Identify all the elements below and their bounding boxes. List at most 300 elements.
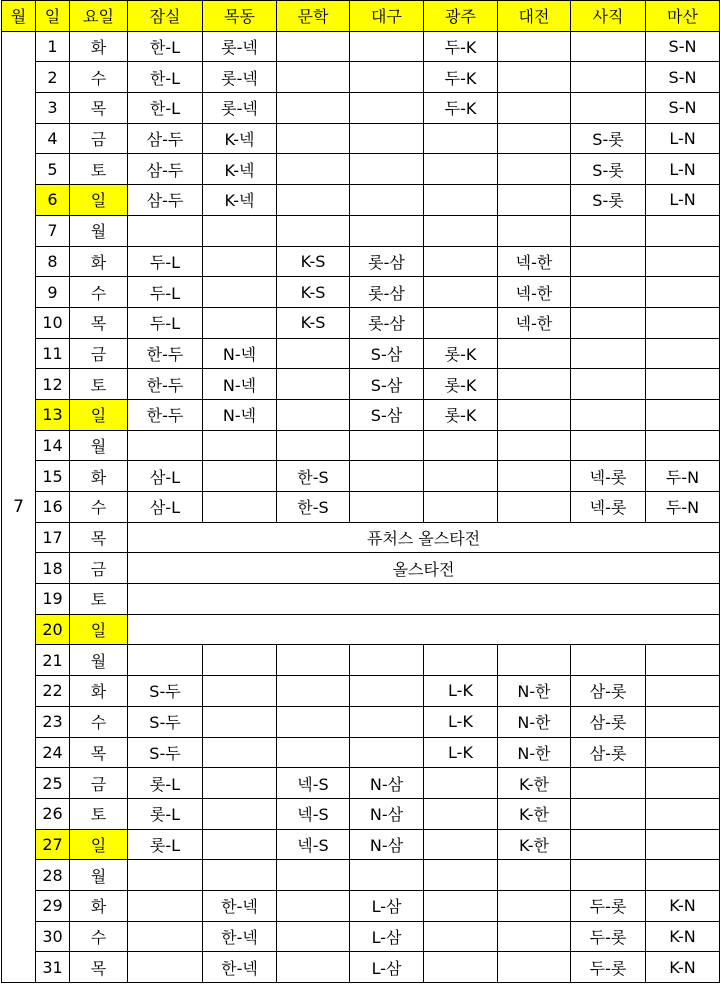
matchup-cell <box>646 860 720 891</box>
matchup-cell: S-두 <box>128 737 203 768</box>
matchup-cell: S-삼 <box>350 369 424 400</box>
day-cell: 6 <box>36 185 70 216</box>
table-row <box>2 93 720 124</box>
matchup-cell: 두-K <box>424 93 498 124</box>
matchup-cell <box>203 492 277 523</box>
weekday-cell: 토 <box>70 798 128 829</box>
matchup-cell: N-삼 <box>350 768 424 799</box>
matchup-cell <box>498 215 571 246</box>
matchup-cell: 롯-L <box>128 768 203 799</box>
matchup-cell <box>498 399 571 430</box>
month-cell: 7 <box>2 31 36 982</box>
matchup-cell <box>203 645 277 676</box>
matchup-cell: N-넥 <box>203 338 277 369</box>
matchup-cell: L-N <box>646 123 720 154</box>
matchup-cell <box>571 338 646 369</box>
day-cell: 2 <box>36 62 70 93</box>
day-cell: 15 <box>36 461 70 492</box>
matchup-cell <box>571 307 646 338</box>
day-cell: 21 <box>36 645 70 676</box>
day-cell: 7 <box>36 215 70 246</box>
matchup-cell <box>277 921 350 952</box>
matchup-cell <box>277 369 350 400</box>
weekday-cell: 금 <box>70 553 128 584</box>
weekday-cell: 수 <box>70 921 128 952</box>
table-row <box>2 737 720 768</box>
day-cell: 27 <box>36 829 70 860</box>
day-cell: 26 <box>36 798 70 829</box>
matchup-cell: N-삼 <box>350 829 424 860</box>
matchup-cell <box>571 215 646 246</box>
matchup-cell <box>203 277 277 308</box>
matchup-cell <box>498 31 571 62</box>
weekday-cell: 화 <box>70 890 128 921</box>
table-row <box>2 31 720 62</box>
matchup-cell: L-K <box>424 676 498 707</box>
matchup-cell <box>128 215 203 246</box>
matchup-cell <box>646 215 720 246</box>
weekday-cell: 목 <box>70 522 128 553</box>
matchup-cell: S-두 <box>128 676 203 707</box>
matchup-cell: 두-L <box>128 277 203 308</box>
matchup-cell: 삼-롯 <box>571 737 646 768</box>
event-cell: 퓨처스 올스타전 <box>128 522 720 553</box>
day-cell: 9 <box>36 277 70 308</box>
matchup-cell <box>498 338 571 369</box>
matchup-cell <box>277 430 350 461</box>
matchup-cell: K-한 <box>498 798 571 829</box>
weekday-cell: 금 <box>70 768 128 799</box>
matchup-cell: S-롯 <box>571 154 646 185</box>
matchup-cell <box>498 154 571 185</box>
table-row <box>2 952 720 983</box>
weekday-cell: 수 <box>70 706 128 737</box>
weekday-cell: 월 <box>70 645 128 676</box>
matchup-cell: 한-S <box>277 492 350 523</box>
matchup-cell <box>128 645 203 676</box>
matchup-cell <box>350 430 424 461</box>
table-row <box>2 614 720 645</box>
matchup-cell <box>277 215 350 246</box>
matchup-cell: 삼-롯 <box>571 676 646 707</box>
matchup-cell: S-롯 <box>571 185 646 216</box>
matchup-cell <box>350 860 424 891</box>
matchup-cell <box>277 123 350 154</box>
matchup-cell: 삼-롯 <box>571 706 646 737</box>
day-cell: 4 <box>36 123 70 154</box>
matchup-cell: N-한 <box>498 706 571 737</box>
matchup-cell <box>424 246 498 277</box>
matchup-cell: S-삼 <box>350 338 424 369</box>
table-row <box>2 123 720 154</box>
matchup-cell <box>277 645 350 676</box>
matchup-cell: L-K <box>424 737 498 768</box>
weekday-cell: 화 <box>70 31 128 62</box>
matchup-cell: 한-두 <box>128 399 203 430</box>
schedule-table <box>1 0 720 983</box>
table-row <box>2 369 720 400</box>
matchup-cell <box>424 154 498 185</box>
matchup-cell: S-롯 <box>571 123 646 154</box>
matchup-cell <box>277 676 350 707</box>
matchup-cell: 롯-K <box>424 369 498 400</box>
weekday-cell: 수 <box>70 62 128 93</box>
matchup-cell <box>203 737 277 768</box>
table-row <box>2 277 720 308</box>
table-row <box>2 399 720 430</box>
matchup-cell <box>424 185 498 216</box>
weekday-cell: 목 <box>70 737 128 768</box>
matchup-cell: K-한 <box>498 768 571 799</box>
weekday-cell: 화 <box>70 246 128 277</box>
day-cell: 3 <box>36 93 70 124</box>
matchup-cell <box>498 369 571 400</box>
matchup-cell <box>424 123 498 154</box>
weekday-cell: 일 <box>70 185 128 216</box>
matchup-cell: S-N <box>646 31 720 62</box>
matchup-cell: 롯-L <box>128 829 203 860</box>
matchup-cell <box>203 798 277 829</box>
event-cell <box>128 584 720 615</box>
weekday-cell: 일 <box>70 829 128 860</box>
matchup-cell: 삼-두 <box>128 185 203 216</box>
matchup-cell: 한-넥 <box>203 952 277 983</box>
matchup-cell: L-삼 <box>350 890 424 921</box>
matchup-cell <box>424 430 498 461</box>
weekday-cell: 금 <box>70 123 128 154</box>
matchup-cell <box>203 768 277 799</box>
matchup-cell: L-N <box>646 185 720 216</box>
matchup-cell: 롯-K <box>424 399 498 430</box>
matchup-cell: 넥-한 <box>498 246 571 277</box>
matchup-cell <box>646 430 720 461</box>
matchup-cell: N-한 <box>498 737 571 768</box>
matchup-cell <box>350 461 424 492</box>
matchup-cell: K-한 <box>498 829 571 860</box>
matchup-cell: 두-롯 <box>571 890 646 921</box>
matchup-cell <box>277 185 350 216</box>
day-cell: 25 <box>36 768 70 799</box>
matchup-cell: 삼-L <box>128 461 203 492</box>
day-cell: 1 <box>36 31 70 62</box>
matchup-cell: 롯-L <box>128 798 203 829</box>
matchup-cell <box>498 890 571 921</box>
matchup-cell <box>350 492 424 523</box>
matchup-cell: 두-롯 <box>571 952 646 983</box>
table-row <box>2 246 720 277</box>
matchup-cell: S-N <box>646 93 720 124</box>
day-cell: 8 <box>36 246 70 277</box>
weekday-cell: 토 <box>70 584 128 615</box>
table-row <box>2 768 720 799</box>
weekday-cell: 일 <box>70 399 128 430</box>
matchup-cell <box>203 461 277 492</box>
matchup-cell <box>277 737 350 768</box>
matchup-cell <box>203 829 277 860</box>
matchup-cell: 롯-삼 <box>350 277 424 308</box>
matchup-cell <box>128 921 203 952</box>
matchup-cell: 두-N <box>646 461 720 492</box>
table-row <box>2 215 720 246</box>
matchup-cell <box>128 952 203 983</box>
matchup-cell: 롯-삼 <box>350 246 424 277</box>
matchup-cell <box>646 277 720 308</box>
matchup-cell: 한-L <box>128 93 203 124</box>
matchup-cell: L-K <box>424 706 498 737</box>
weekday-cell: 월 <box>70 215 128 246</box>
column-header: 광주 <box>424 1 498 32</box>
matchup-cell <box>203 246 277 277</box>
matchup-cell <box>424 860 498 891</box>
table-row <box>2 829 720 860</box>
matchup-cell: 두-K <box>424 31 498 62</box>
matchup-cell <box>277 399 350 430</box>
matchup-cell: K-S <box>277 246 350 277</box>
matchup-cell <box>571 829 646 860</box>
matchup-cell <box>424 798 498 829</box>
matchup-cell <box>277 860 350 891</box>
table-row <box>2 890 720 921</box>
matchup-cell <box>498 185 571 216</box>
table-row <box>2 461 720 492</box>
matchup-cell <box>277 338 350 369</box>
matchup-cell: 두-K <box>424 62 498 93</box>
day-cell: 18 <box>36 553 70 584</box>
column-header: 마산 <box>646 1 720 32</box>
table-row <box>2 430 720 461</box>
matchup-cell: 한-두 <box>128 338 203 369</box>
matchup-cell: S-삼 <box>350 399 424 430</box>
table-row <box>2 154 720 185</box>
day-cell: 17 <box>36 522 70 553</box>
matchup-cell: S-N <box>646 62 720 93</box>
matchup-cell <box>350 215 424 246</box>
table-row <box>2 676 720 707</box>
matchup-cell <box>571 62 646 93</box>
matchup-cell <box>424 307 498 338</box>
matchup-cell: 삼-두 <box>128 123 203 154</box>
matchup-cell <box>498 93 571 124</box>
matchup-cell: S-두 <box>128 706 203 737</box>
matchup-cell <box>646 798 720 829</box>
weekday-cell: 화 <box>70 461 128 492</box>
day-cell: 14 <box>36 430 70 461</box>
table-row <box>2 645 720 676</box>
matchup-cell <box>571 31 646 62</box>
matchup-cell: 두-L <box>128 307 203 338</box>
day-cell: 20 <box>36 614 70 645</box>
matchup-cell: 롯-넥 <box>203 93 277 124</box>
matchup-cell <box>646 737 720 768</box>
matchup-cell <box>571 768 646 799</box>
matchup-cell <box>498 645 571 676</box>
matchup-cell: 두-L <box>128 246 203 277</box>
matchup-cell <box>498 461 571 492</box>
table-row <box>2 584 720 615</box>
day-cell: 28 <box>36 860 70 891</box>
matchup-cell <box>646 307 720 338</box>
matchup-cell: N-넥 <box>203 399 277 430</box>
day-cell: 23 <box>36 706 70 737</box>
matchup-cell <box>424 277 498 308</box>
matchup-cell <box>128 860 203 891</box>
column-header: 요일 <box>70 1 128 32</box>
matchup-cell: 롯-K <box>424 338 498 369</box>
day-cell: 31 <box>36 952 70 983</box>
weekday-cell: 목 <box>70 93 128 124</box>
matchup-cell <box>277 890 350 921</box>
matchup-cell <box>571 430 646 461</box>
weekday-cell: 월 <box>70 860 128 891</box>
matchup-cell: K-넥 <box>203 123 277 154</box>
matchup-cell <box>424 890 498 921</box>
column-header: 문학 <box>277 1 350 32</box>
matchup-cell <box>277 31 350 62</box>
matchup-cell <box>571 645 646 676</box>
weekday-cell: 토 <box>70 154 128 185</box>
matchup-cell: 넥-롯 <box>571 492 646 523</box>
day-cell: 19 <box>36 584 70 615</box>
matchup-cell <box>646 768 720 799</box>
weekday-cell: 수 <box>70 277 128 308</box>
matchup-cell <box>203 706 277 737</box>
matchup-cell: 넥-한 <box>498 307 571 338</box>
matchup-cell <box>350 93 424 124</box>
matchup-cell: K-넥 <box>203 185 277 216</box>
table-row <box>2 921 720 952</box>
matchup-cell <box>424 768 498 799</box>
matchup-cell <box>571 399 646 430</box>
matchup-cell: K-S <box>277 307 350 338</box>
matchup-cell: L-N <box>646 154 720 185</box>
day-cell: 11 <box>36 338 70 369</box>
matchup-cell <box>571 860 646 891</box>
matchup-cell <box>498 492 571 523</box>
event-cell: 올스타전 <box>128 553 720 584</box>
matchup-cell <box>350 185 424 216</box>
matchup-cell <box>128 890 203 921</box>
matchup-cell <box>277 154 350 185</box>
matchup-cell <box>571 798 646 829</box>
matchup-cell <box>646 246 720 277</box>
matchup-cell <box>571 246 646 277</box>
day-cell: 12 <box>36 369 70 400</box>
matchup-cell: K-S <box>277 277 350 308</box>
matchup-cell <box>203 307 277 338</box>
matchup-cell: 한-S <box>277 461 350 492</box>
matchup-cell <box>203 676 277 707</box>
matchup-cell <box>424 492 498 523</box>
matchup-cell <box>350 62 424 93</box>
matchup-cell <box>424 215 498 246</box>
column-header: 대전 <box>498 1 571 32</box>
matchup-cell: 넥-롯 <box>571 461 646 492</box>
matchup-cell <box>498 860 571 891</box>
matchup-cell: L-삼 <box>350 952 424 983</box>
weekday-cell: 화 <box>70 676 128 707</box>
matchup-cell <box>498 123 571 154</box>
table-row <box>2 860 720 891</box>
matchup-cell: 넥-S <box>277 768 350 799</box>
matchup-cell <box>646 676 720 707</box>
column-header: 일 <box>36 1 70 32</box>
matchup-cell: 한-넥 <box>203 890 277 921</box>
header-row <box>2 1 720 32</box>
matchup-cell: 한-L <box>128 31 203 62</box>
table-row <box>2 553 720 584</box>
matchup-cell <box>571 93 646 124</box>
matchup-cell: 롯-삼 <box>350 307 424 338</box>
day-cell: 29 <box>36 890 70 921</box>
table-body <box>2 31 720 982</box>
matchup-cell <box>646 338 720 369</box>
table-row <box>2 492 720 523</box>
matchup-cell <box>498 952 571 983</box>
matchup-cell: 한-두 <box>128 369 203 400</box>
day-cell: 24 <box>36 737 70 768</box>
matchup-cell <box>571 369 646 400</box>
matchup-cell <box>203 215 277 246</box>
day-cell: 22 <box>36 676 70 707</box>
weekday-cell: 금 <box>70 338 128 369</box>
matchup-cell <box>350 645 424 676</box>
matchup-cell <box>498 62 571 93</box>
matchup-cell: 넥-S <box>277 829 350 860</box>
day-cell: 5 <box>36 154 70 185</box>
weekday-cell: 일 <box>70 614 128 645</box>
column-header: 대구 <box>350 1 424 32</box>
matchup-cell <box>350 737 424 768</box>
day-cell: 30 <box>36 921 70 952</box>
column-header: 사직 <box>571 1 646 32</box>
matchup-cell: 두-N <box>646 492 720 523</box>
matchup-cell <box>571 277 646 308</box>
matchup-cell <box>424 461 498 492</box>
matchup-cell <box>350 123 424 154</box>
table-row <box>2 185 720 216</box>
matchup-cell <box>350 676 424 707</box>
matchup-cell: 롯-넥 <box>203 62 277 93</box>
day-cell: 13 <box>36 399 70 430</box>
matchup-cell <box>128 430 203 461</box>
matchup-cell <box>277 952 350 983</box>
matchup-cell <box>350 31 424 62</box>
column-header: 목동 <box>203 1 277 32</box>
weekday-cell: 목 <box>70 307 128 338</box>
matchup-cell: 넥-한 <box>498 277 571 308</box>
matchup-cell: 두-롯 <box>571 921 646 952</box>
table-row <box>2 307 720 338</box>
table-row <box>2 522 720 553</box>
column-header: 월 <box>2 1 36 32</box>
matchup-cell <box>424 645 498 676</box>
matchup-cell <box>646 829 720 860</box>
table-row <box>2 706 720 737</box>
matchup-cell: 한-넥 <box>203 921 277 952</box>
table-row <box>2 798 720 829</box>
matchup-cell <box>646 399 720 430</box>
matchup-cell: N-한 <box>498 676 571 707</box>
matchup-cell <box>277 93 350 124</box>
matchup-cell <box>498 921 571 952</box>
matchup-cell <box>277 706 350 737</box>
matchup-cell <box>646 706 720 737</box>
matchup-cell: N-삼 <box>350 798 424 829</box>
matchup-cell <box>424 829 498 860</box>
matchup-cell <box>350 154 424 185</box>
matchup-cell <box>277 62 350 93</box>
matchup-cell: 삼-두 <box>128 154 203 185</box>
